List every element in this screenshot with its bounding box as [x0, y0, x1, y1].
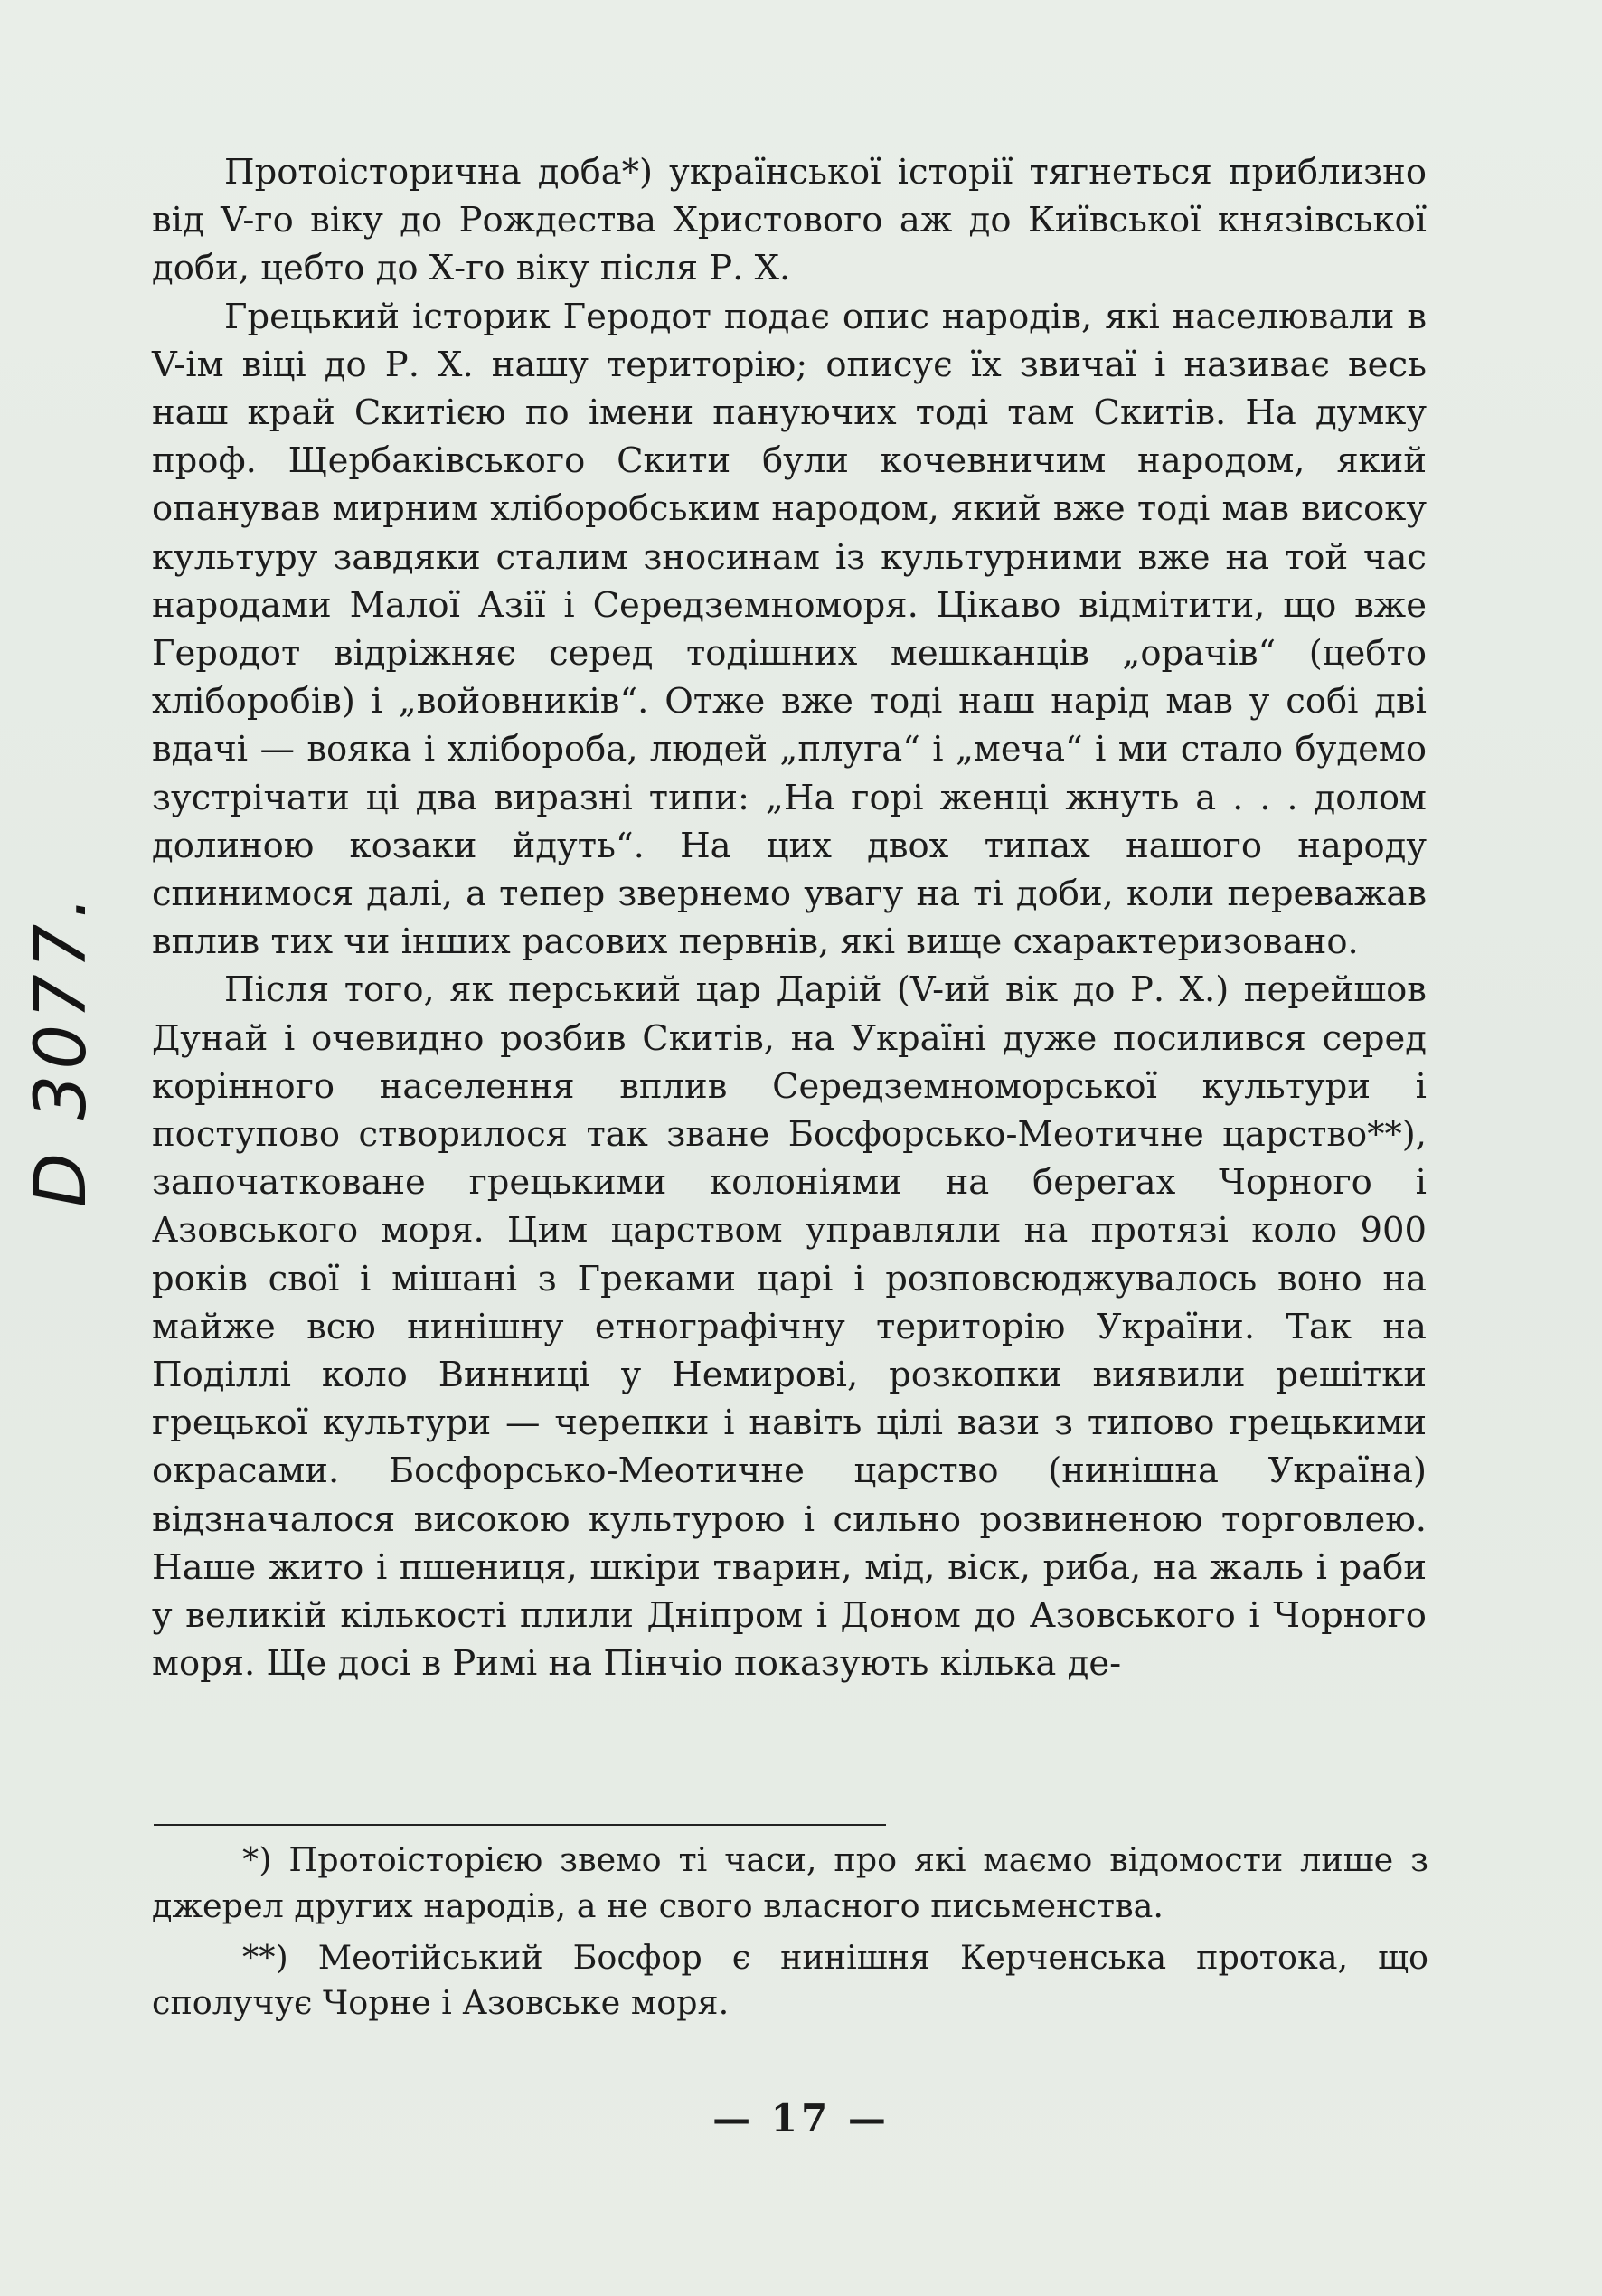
paragraph: Грецький історик Геродот подає опис народів, які населювали в V-ім віці до Р. Х. нашу територію; описує їх звичаї і називає весь наш край Скитією по імени пануючих тоді там Скитів. На думку проф. Щербаківського Скити були кочевничим народом, який опанував мирним хліборобським народом, який вже тоді мав високу культуру завдяки сталим зносинам із культурними вже на той час народами Малої Азії і Середземноморя. Цікаво відмітити, що вже Геродот відріжняє серед тодішних мешканців „орачів“ (цебто хліборобів) і „войовників“. Отже вже тоді наш нарід мав у собі дві вдачі — вояка і хлібороба, людей „плуга“ і „меча“ і ми стало будемо зустрічати ці два виразні типи: „На горі женці жнуть а . . . долом долиною козаки йдуть“. На цих двох типах нашого народу спинимося далі, а тепер звернемо увагу на ті доби, коли переважав вплив тих чи інших расових первнів, які вище схарактеризовано. — [152, 296, 1427, 963]
main-text — [152, 148, 1427, 1688]
paragraph: Після того, як перський цар Дарій (V-ий вік до Р. Х.) перейшов Дунай і очевидно розбив Скитів, на Україні дуже посилився серед корінного населення вплив Середземноморської культури і поступово створилося так зване Босфорсько-Меотичне царство**), започатковане грецькими колоніями на берегах Чорного і Азовського моря. Цим царством управляли на протязі коло 900 років свої і мішані з Греками царі і розповсюджувалось воно на майже всю нинішну етнографічну територію України. Так на Поділлі коло Винниці у Немирові, розкопки виявили решітки грецької культури — черепки і навіть цілі вази з типово грецькими окрасами. Босфорсько-Меотичне царство (нинішна Україна) відзначалося високою культурою і сильно розвиненою торговлею. Наше жито і пшениця, шкіри тварин, мід, віск, риба, на жаль і раби у великій кількості плили Дніпром і Доном до Азовського і Чорного моря. Ще досі в Римі на Пінчіо показують кілька де- — [152, 969, 1427, 1685]
page-number: — 17 — — [712, 2096, 890, 2140]
footnote: **) Меотійський Босфор є нинішня Керченська протока, що сполучує Чорне і Азовське моря. — [152, 1937, 1428, 2023]
margin-handwritten-note — [7, 868, 116, 1230]
paragraph: Протоісторична доба*) української історії тягнеться приблизно від V-го віку до Рождества Христового аж до Київської князівської доби, цебто до Х-го віку після Р. Х. — [152, 152, 1427, 289]
footnote: *) Протоісторією звемо ті часи, про які маємо відомости лише з джерел других народів, а не свого власного письменства. — [152, 1840, 1428, 1925]
footnote-divider — [154, 1824, 886, 1826]
margin-note-text: D 3077. — [21, 890, 102, 1208]
footnotes — [152, 1838, 1428, 2032]
